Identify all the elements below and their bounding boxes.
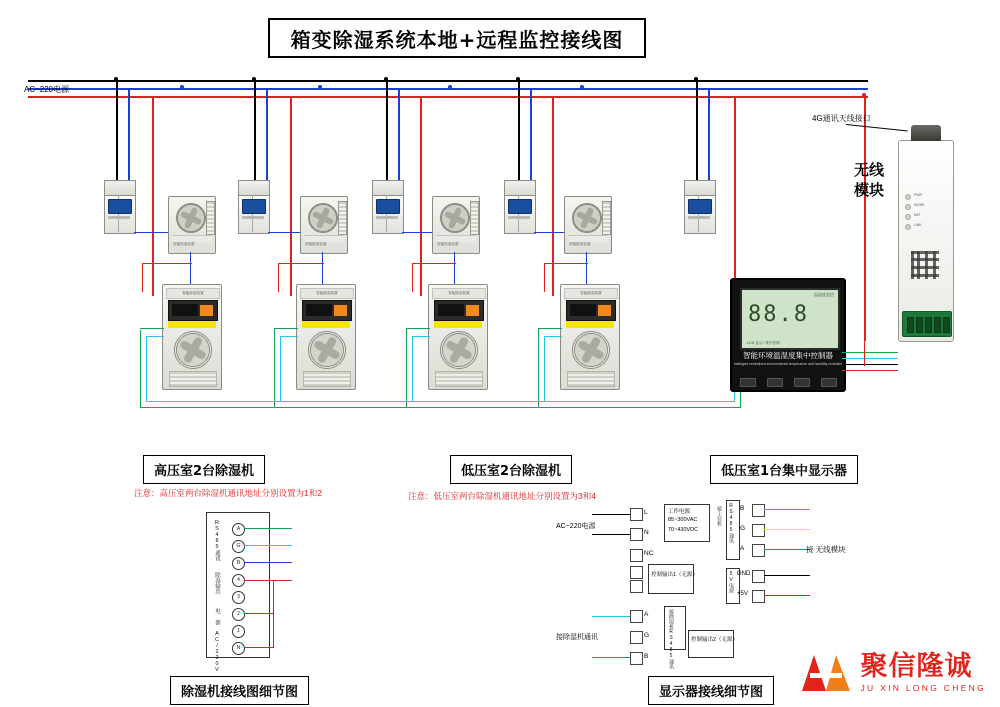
display-indicator bbox=[334, 305, 347, 316]
comm-tap-cyan bbox=[544, 336, 562, 337]
comm-terminal-g-label: G bbox=[644, 632, 650, 639]
display-digits bbox=[306, 304, 332, 316]
display-digits bbox=[438, 304, 464, 316]
terminal-n-label: N bbox=[644, 529, 649, 536]
unit-nameplate: 智能除湿装置 bbox=[432, 288, 486, 299]
breaker-slot bbox=[242, 216, 264, 219]
breaker-lever[interactable] bbox=[376, 199, 400, 214]
terminal-5v[interactable] bbox=[752, 590, 765, 603]
upper-terminal-a-label: A bbox=[740, 545, 745, 552]
drop-wire bbox=[530, 88, 532, 180]
vent-grill bbox=[470, 201, 479, 235]
link-wire bbox=[278, 263, 324, 264]
display-digits bbox=[172, 304, 198, 316]
link-wire bbox=[402, 232, 432, 233]
red-feed bbox=[734, 96, 736, 296]
unit-nameplate: 智能除湿装置 bbox=[564, 288, 618, 299]
button-down[interactable] bbox=[794, 378, 810, 387]
controller-name-en: Intelligent centralized environmental temperature and humidity controller bbox=[733, 362, 843, 366]
fan-thermostat-unit[interactable] bbox=[168, 196, 216, 254]
unit-display bbox=[434, 300, 484, 321]
terminal-g[interactable]: G bbox=[232, 540, 245, 553]
warning-strip bbox=[566, 321, 614, 328]
comm-drop-green bbox=[274, 328, 275, 408]
section-note-lv: 注意：低压室两台除湿机通讯地址分别设置为3和4 bbox=[408, 491, 596, 501]
comm-group-label: 接除湿机RS485通讯 bbox=[668, 609, 674, 669]
host-label: 接上位机 bbox=[716, 506, 722, 526]
drop-wire bbox=[544, 264, 545, 292]
comm-terminal-a[interactable] bbox=[630, 610, 643, 623]
dehumidifier-unit[interactable] bbox=[296, 284, 356, 390]
terminal-pin[interactable] bbox=[925, 317, 932, 333]
group-label-rs485: RS485通讯 bbox=[214, 520, 220, 561]
comm-drop-green bbox=[538, 328, 539, 408]
ctrl-to-module-green bbox=[842, 352, 898, 353]
group-label-output: 除湿输出 bbox=[214, 572, 220, 594]
terminal-4[interactable]: 4 bbox=[232, 574, 245, 587]
comm-drop-green bbox=[406, 328, 407, 408]
terminal-n-box[interactable] bbox=[630, 528, 643, 541]
display-indicator bbox=[200, 305, 213, 316]
vent-grill bbox=[435, 371, 483, 387]
red-feed-module bbox=[864, 96, 866, 341]
output1-terminal-a[interactable] bbox=[630, 566, 643, 579]
terminal-1[interactable]: 1 bbox=[232, 625, 245, 638]
drop-wire bbox=[708, 88, 710, 180]
drop-wire bbox=[116, 80, 118, 180]
nameplate bbox=[436, 235, 476, 242]
comm-bus-green bbox=[140, 407, 740, 408]
bus-node bbox=[180, 85, 184, 89]
comm-tap-green bbox=[538, 328, 562, 329]
display-digits bbox=[570, 304, 596, 316]
vent-grill bbox=[338, 201, 347, 235]
logo-en: JU XIN LONG CHENG bbox=[860, 683, 986, 694]
detail-wire-blue bbox=[244, 562, 292, 563]
detail-wire-cyan bbox=[592, 616, 630, 617]
vent-grill bbox=[303, 371, 351, 387]
comm-terminal-a-label: A bbox=[644, 611, 649, 618]
link-wire bbox=[268, 232, 300, 233]
antenna-icon bbox=[911, 125, 941, 141]
comm-terminal-g[interactable] bbox=[630, 631, 643, 644]
company-logo bbox=[800, 653, 986, 693]
warning-strip bbox=[434, 321, 482, 328]
upper-terminal-b[interactable] bbox=[752, 504, 765, 517]
antenna-label: 4G通讯天线接口 bbox=[812, 114, 871, 123]
drop-wire bbox=[518, 80, 520, 180]
dehumidifier-unit[interactable] bbox=[162, 284, 222, 390]
comm-drop-cyan bbox=[412, 336, 413, 402]
bus-black bbox=[28, 80, 868, 82]
detail-wire-purple bbox=[764, 509, 810, 510]
fan-icon bbox=[308, 203, 338, 233]
comm-drop-cyan bbox=[544, 336, 545, 402]
drop-wire bbox=[128, 88, 130, 180]
wireless-connect-label: 接 无线模块 bbox=[806, 545, 846, 554]
detail-wire-black bbox=[764, 575, 810, 576]
breaker-lever[interactable] bbox=[508, 199, 532, 214]
drop-wire bbox=[398, 88, 400, 180]
comm-tap-cyan bbox=[280, 336, 298, 337]
ctrl-to-module-red bbox=[842, 370, 898, 371]
terminal-nc-label: NC bbox=[644, 550, 654, 557]
lcd-top-text: 温湿度监控 bbox=[814, 292, 834, 297]
breaker-lever[interactable] bbox=[242, 199, 266, 214]
power-5v-group-label: 5V电源 bbox=[728, 571, 734, 593]
led-link: LINK bbox=[905, 223, 947, 227]
comm-wire-cyan bbox=[146, 336, 147, 402]
power-spec-line2: 85~300VAC bbox=[668, 517, 698, 523]
power-spec-line1: 工作电源 bbox=[668, 509, 691, 515]
bus-node bbox=[580, 85, 584, 89]
dehumidifier-unit[interactable] bbox=[560, 284, 620, 390]
controller-name: 智能环境温湿度集中控制器 bbox=[743, 351, 833, 360]
output1-box bbox=[648, 564, 694, 594]
output1-terminal-b[interactable] bbox=[630, 580, 643, 593]
comm-drop-cyan bbox=[280, 336, 281, 402]
detail-wire-black bbox=[592, 534, 630, 535]
nameplate bbox=[172, 235, 212, 242]
controller-buttons[interactable] bbox=[740, 378, 836, 386]
red-feed bbox=[552, 96, 554, 296]
detail-wire-black bbox=[592, 514, 630, 515]
led-pwr: PWR bbox=[905, 193, 947, 197]
comm-wire-green bbox=[140, 330, 141, 408]
terminal-2[interactable]: 2 bbox=[232, 608, 245, 621]
comm-tap-cyan bbox=[412, 336, 430, 337]
terminal-pin[interactable] bbox=[934, 317, 941, 333]
section-caption-lv: 低压室2台除湿机 bbox=[450, 455, 572, 484]
unit-nameplate: 智能除湿装置 bbox=[300, 288, 354, 299]
comm-tap-green bbox=[406, 328, 430, 329]
nameplate-text: 智能除湿装置 bbox=[173, 242, 195, 246]
output1-label: 控制输出1（无源） bbox=[651, 572, 699, 578]
terminal-pin[interactable] bbox=[943, 317, 950, 333]
module-terminal-block[interactable] bbox=[902, 311, 952, 337]
detail-right-caption: 显示器接线细节图 bbox=[648, 676, 774, 705]
circuit-breaker[interactable] bbox=[104, 180, 134, 232]
breaker-lever[interactable] bbox=[108, 199, 132, 214]
terminal-pin[interactable] bbox=[907, 317, 914, 333]
wireless-module[interactable] bbox=[898, 140, 954, 342]
page-title bbox=[268, 18, 646, 58]
upper-terminal-a[interactable] bbox=[752, 544, 765, 557]
terminal-nc-box[interactable] bbox=[630, 549, 643, 562]
circuit-breaker[interactable] bbox=[504, 180, 534, 232]
drop-wire bbox=[696, 80, 698, 180]
ctrl-to-module-cyan bbox=[842, 358, 898, 359]
logo-cn: 聚信隆诚 bbox=[860, 651, 973, 683]
upper-terminal-g-label: G bbox=[740, 525, 746, 532]
detail-wire-cyan bbox=[244, 545, 292, 546]
circuit-breaker[interactable] bbox=[238, 180, 268, 232]
drop-wire bbox=[266, 88, 268, 180]
section-note-hv: 注意：高压室两台除湿机通讯地址分别设置为1和2 bbox=[134, 488, 322, 498]
red-feed bbox=[290, 96, 292, 296]
upper-terminal-g[interactable] bbox=[752, 524, 765, 537]
comm-tap-green bbox=[274, 328, 298, 329]
drop-wire bbox=[142, 264, 143, 292]
display-indicator bbox=[598, 305, 611, 316]
fan-icon bbox=[308, 331, 346, 369]
vent-grill bbox=[206, 201, 215, 235]
logo-text bbox=[860, 653, 986, 693]
button-up[interactable] bbox=[767, 378, 783, 387]
detail-wire-green bbox=[592, 657, 630, 658]
section-caption-display: 低压室1台集中显示器 bbox=[710, 455, 858, 484]
unit-display bbox=[168, 300, 218, 321]
drop-wire bbox=[386, 80, 388, 180]
module-leds bbox=[905, 193, 947, 233]
dehumidifier-unit[interactable] bbox=[428, 284, 488, 390]
vent-grill bbox=[567, 371, 615, 387]
fan-icon bbox=[176, 203, 206, 233]
breaker-slot bbox=[508, 216, 530, 219]
module-power-drop bbox=[864, 340, 865, 366]
comm-terminal-b-label: B bbox=[644, 653, 649, 660]
circuit-breaker[interactable] bbox=[372, 180, 402, 232]
fan-icon bbox=[174, 331, 212, 369]
comm-terminal-b[interactable] bbox=[630, 652, 643, 665]
comm-tap-cyan bbox=[146, 336, 164, 337]
fan-thermostat-unit[interactable] bbox=[432, 196, 480, 254]
terminal-gnd[interactable] bbox=[752, 570, 765, 583]
circuit-breaker[interactable] bbox=[684, 180, 714, 232]
fan-icon bbox=[572, 203, 602, 233]
rs485-group-note: RS485通讯 bbox=[728, 503, 734, 543]
unit-display bbox=[302, 300, 352, 321]
wireless-module-caption: 无线模块 bbox=[853, 161, 884, 199]
terminal-5v-label: +5V bbox=[737, 591, 748, 597]
fan-icon bbox=[440, 331, 478, 369]
output2-label: 控制输出2（无源） bbox=[691, 637, 739, 643]
breaker-slot bbox=[688, 216, 710, 219]
led-net: NET bbox=[905, 213, 947, 217]
detail-wire-red bbox=[244, 580, 292, 581]
lcd-value: 88.8 bbox=[748, 302, 809, 327]
detail-wire-yellow bbox=[764, 529, 810, 530]
breaker-lever[interactable] bbox=[688, 199, 712, 214]
nameplate bbox=[568, 235, 608, 242]
upper-terminal-b-label: B bbox=[740, 505, 745, 512]
fan-thermostat-unit[interactable] bbox=[300, 196, 348, 254]
vent-grill bbox=[169, 371, 217, 387]
terminal-b[interactable]: B bbox=[232, 557, 245, 570]
detail-wire-green bbox=[244, 528, 292, 529]
ctrl-to-module-black bbox=[842, 364, 898, 365]
central-controller[interactable] bbox=[730, 278, 846, 392]
terminal-3[interactable]: 3 bbox=[232, 591, 245, 604]
fan-thermostat-unit[interactable] bbox=[564, 196, 612, 254]
terminal-l-box[interactable] bbox=[630, 508, 643, 521]
red-feed bbox=[152, 96, 154, 296]
controller-lcd bbox=[740, 288, 840, 350]
led-work: WORK bbox=[905, 203, 947, 207]
drop-wire bbox=[278, 264, 279, 292]
fan-icon bbox=[572, 331, 610, 369]
power-label: AC~220电源 bbox=[24, 85, 70, 94]
comm-connect-label: 接除湿机通讯 bbox=[556, 634, 598, 641]
qr-code-icon bbox=[911, 251, 939, 279]
logo-mark-icon bbox=[800, 653, 852, 693]
bus-node bbox=[318, 85, 322, 89]
terminal-n[interactable]: N bbox=[232, 642, 245, 655]
power-spec-line3: 70~430VDC bbox=[668, 527, 699, 533]
warning-strip bbox=[168, 321, 216, 328]
drop-wire bbox=[254, 80, 256, 180]
button-esc[interactable] bbox=[821, 378, 837, 387]
antenna-leader bbox=[846, 124, 908, 132]
display-indicator bbox=[466, 305, 479, 316]
unit-nameplate: 智能除湿装置 bbox=[166, 288, 220, 299]
link-wire bbox=[134, 232, 168, 233]
vent-grill bbox=[602, 201, 611, 235]
terminal-l-label: L bbox=[644, 509, 648, 516]
comm-tap-green bbox=[140, 328, 164, 329]
bus-node bbox=[448, 85, 452, 89]
bus-red bbox=[28, 96, 868, 98]
nameplate-text: 智能除湿装置 bbox=[569, 242, 591, 246]
link-wire bbox=[142, 263, 192, 264]
terminal-a[interactable]: A bbox=[232, 523, 245, 536]
drop-wire bbox=[412, 264, 413, 292]
red-feed bbox=[420, 96, 422, 296]
detail-wire-red bbox=[764, 595, 810, 596]
detail-wire-red bbox=[273, 580, 274, 648]
comm-bus-cyan bbox=[146, 401, 734, 402]
link-wire bbox=[534, 232, 564, 233]
nameplate-text: 智能除湿装置 bbox=[305, 242, 327, 246]
warning-strip bbox=[302, 321, 350, 328]
detail-wire-red bbox=[244, 613, 274, 614]
link-wire bbox=[544, 263, 588, 264]
nameplate bbox=[304, 235, 344, 242]
nameplate-text: 智能除湿装置 bbox=[437, 242, 459, 246]
button-set[interactable] bbox=[740, 378, 756, 387]
breaker-slot bbox=[108, 216, 130, 219]
unit-display bbox=[566, 300, 616, 321]
detail-right-power-label: AC~220电源 bbox=[556, 523, 596, 530]
lcd-bottom-text: LCD 显示 / 集中控制 bbox=[747, 341, 780, 345]
terminal-gnd-label: GND bbox=[737, 571, 751, 577]
detail-left-caption: 除湿机接线图细节图 bbox=[170, 676, 309, 705]
breaker-slot bbox=[376, 216, 398, 219]
terminal-pin[interactable] bbox=[916, 317, 923, 333]
fan-icon bbox=[440, 203, 470, 233]
section-caption-hv: 高压室2台除湿机 bbox=[143, 455, 265, 484]
group-label-power: 电 源 AC/220V bbox=[214, 608, 220, 673]
detail-wire-green bbox=[764, 549, 810, 550]
detail-wire-red bbox=[244, 647, 274, 648]
link-wire bbox=[412, 263, 456, 264]
page-title-text: 箱变除湿系统本地+远程监控接线图 bbox=[290, 27, 624, 52]
